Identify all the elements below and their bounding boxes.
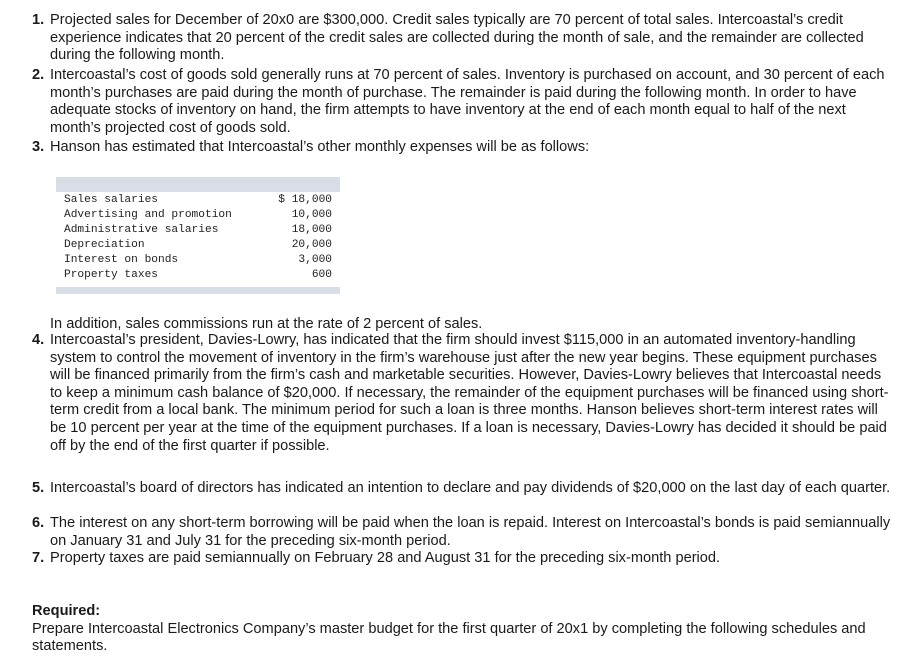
expense-value: 3,000	[298, 254, 332, 266]
expense-label: Sales salaries	[64, 194, 158, 206]
item-text: Property taxes are paid semiannually on February 28 and August 31 for the preceding six-month period.	[50, 550, 721, 566]
item-number: 2.	[32, 67, 45, 83]
table-row	[56, 238, 340, 253]
required-heading: Required:	[32, 603, 101, 619]
table-row	[56, 208, 340, 223]
expense-value: 20,000	[291, 239, 332, 251]
table-row	[56, 223, 340, 238]
expense-label: Administrative salaries	[64, 224, 219, 236]
assumption-item-2	[32, 67, 892, 137]
table-body	[56, 192, 340, 283]
item-text: Intercoastal’s president, Davies-Lowry, has indicated that the firm should invest $115,000 in an automated inventory-handling system to control the movement of inventory in the firm’s warehouse just after the new year begins. These equipment purchases will be financed primarily from the firm’s cash and marketable securities. However, Davies-Lowry believes that Intercoastal needs to keep a minimum cash balance of $20,000. If necessary, the remainder of the equipment purchases will be financed using short-term credit from a local bank. The minimum period for such a loan is three months. Hanson believes short-term interest rates will be 10 percent per year at the time of the equipment purchases. If a loan is necessary, Davies-Lowry has decided it should be paid off by the end of the first quarter if possible.	[50, 332, 889, 454]
item-number: 7.	[32, 550, 45, 566]
expense-value: 18,000	[291, 224, 332, 236]
item-text: Projected sales for December of 20x0 are $300,000. Credit sales typically are 70 percent of total sales. Intercoastal’s credit experience indicates that 20 percent of the credit sales are collected during the month of sale, and the remainder are collected during the following month.	[50, 12, 864, 64]
table-header-bar	[56, 177, 340, 192]
item-number: 4.	[32, 332, 45, 348]
item-text: The interest on any short-term borrowing will be paid when the loan is repaid. Interest on Intercoastal’s bonds is paid semiannually on January 31 and July 31 for the preceding six-month period.	[50, 515, 891, 549]
item-text: Intercoastal’s cost of goods sold generally runs at 70 percent of sales. Inventory is purchased on account, and 30 percent of each month’s purchases are paid during the month of purchase. The remainder is paid during the following month. In order to have adequate stocks of inventory on hand, the firm attempts to have inventory at the end of each month equal to half of the next month’s projected cost of goods sold.	[50, 67, 885, 136]
expense-label: Property taxes	[64, 269, 158, 281]
item-number: 5.	[32, 480, 45, 496]
item-number: 1.	[32, 12, 45, 28]
item-text: Intercoastal’s board of directors has indicated an intention to declare and pay dividends of $20,000 on the last day of each quarter.	[50, 480, 891, 496]
monthly-expenses-table	[56, 177, 340, 294]
expense-value: 600	[311, 269, 332, 281]
assumption-item-5	[32, 480, 892, 498]
assumption-item-7	[32, 550, 892, 568]
item-number: 6.	[32, 515, 45, 531]
expense-value: 10,000	[291, 209, 332, 221]
expense-label: Depreciation	[64, 239, 145, 251]
assumption-item-3	[32, 139, 892, 157]
expense-value: $ 18,000	[278, 194, 332, 206]
sales-commission-note: In addition, sales commissions run at the rate of 2 percent of sales.	[50, 316, 483, 332]
required-text: Prepare Intercoastal Electronics Company’s master budget for the first quarter of 20x1 by completing the following schedules and statements.	[32, 620, 866, 655]
table-row	[56, 193, 340, 208]
table-row	[56, 253, 340, 268]
expense-label: Interest on bonds	[64, 254, 179, 266]
assumption-item-6	[32, 515, 892, 550]
table-row	[56, 268, 340, 283]
required-section	[32, 603, 892, 656]
item-number: 3.	[32, 139, 45, 155]
expense-label: Advertising and promotion	[64, 209, 232, 221]
assumption-item-1	[32, 12, 892, 65]
table-footer-bar	[56, 287, 340, 294]
item-text: Hanson has estimated that Intercoastal’s other monthly expenses will be as follows:	[50, 139, 590, 155]
assumption-item-4	[32, 332, 892, 455]
